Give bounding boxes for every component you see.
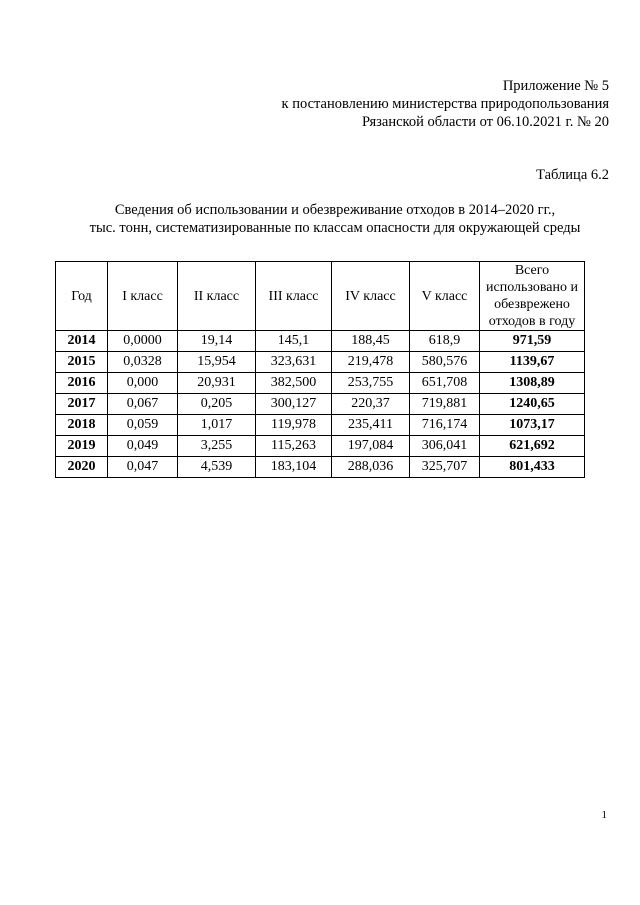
header-class-2: II класс xyxy=(178,262,256,331)
cell-class-1: 0,047 xyxy=(108,457,178,478)
cell-class-1: 0,049 xyxy=(108,436,178,457)
cell-class-1: 0,000 xyxy=(108,373,178,394)
cell-class-4: 197,084 xyxy=(332,436,410,457)
table-header-row xyxy=(56,262,585,331)
table-row xyxy=(56,436,585,457)
cell-class-5: 580,576 xyxy=(410,352,480,373)
cell-class-2: 3,255 xyxy=(178,436,256,457)
cell-total: 801,433 xyxy=(480,457,585,478)
cell-class-5: 618,9 xyxy=(410,331,480,352)
header-class-1: I класс xyxy=(108,262,178,331)
cell-class-3: 183,104 xyxy=(256,457,332,478)
cell-class-5: 325,707 xyxy=(410,457,480,478)
cell-year: 2017 xyxy=(56,394,108,415)
cell-class-5: 651,708 xyxy=(410,373,480,394)
cell-class-1: 0,067 xyxy=(108,394,178,415)
cell-year: 2020 xyxy=(56,457,108,478)
cell-year: 2016 xyxy=(56,373,108,394)
header-class-3: III класс xyxy=(256,262,332,331)
table-row xyxy=(56,331,585,352)
cell-class-3: 119,978 xyxy=(256,415,332,436)
caption-line-2: тыс. тонн, систематизированные по классам опасности для окружающей среды xyxy=(89,220,581,236)
cell-class-4: 219,478 xyxy=(332,352,410,373)
cell-total: 971,59 xyxy=(480,331,585,352)
cell-class-1: 0,0328 xyxy=(108,352,178,373)
cell-total: 1073,17 xyxy=(480,415,585,436)
cell-class-4: 288,036 xyxy=(332,457,410,478)
cell-total: 1308,89 xyxy=(480,373,585,394)
cell-year: 2018 xyxy=(56,415,108,436)
cell-total: 1240,65 xyxy=(480,394,585,415)
cell-class-3: 300,127 xyxy=(256,394,332,415)
cell-year: 2014 xyxy=(56,331,108,352)
cell-class-2: 15,954 xyxy=(178,352,256,373)
resolution-reference: к постановлению министерства природопользования xyxy=(281,96,609,112)
cell-class-2: 20,931 xyxy=(178,373,256,394)
waste-table xyxy=(55,261,585,478)
cell-class-5: 716,174 xyxy=(410,415,480,436)
cell-class-5: 306,041 xyxy=(410,436,480,457)
resolution-date: Рязанской области от 06.10.2021 г. № 20 xyxy=(362,114,609,130)
cell-total: 1139,67 xyxy=(480,352,585,373)
cell-class-3: 323,631 xyxy=(256,352,332,373)
cell-class-5: 719,881 xyxy=(410,394,480,415)
header-year: Год xyxy=(56,262,108,331)
table-row xyxy=(56,352,585,373)
page-number: 1 xyxy=(601,809,607,821)
cell-total: 621,692 xyxy=(480,436,585,457)
cell-class-4: 235,411 xyxy=(332,415,410,436)
table-caption xyxy=(55,201,615,237)
caption-line-1: Сведения об использовании и обезвреживание отходов в 2014–2020 гг., xyxy=(114,202,556,218)
cell-class-2: 0,205 xyxy=(178,394,256,415)
cell-class-3: 382,500 xyxy=(256,373,332,394)
document-header xyxy=(282,77,609,131)
table-row xyxy=(56,457,585,478)
cell-class-3: 145,1 xyxy=(256,331,332,352)
header-class-5: V класс xyxy=(410,262,480,331)
table-row xyxy=(56,394,585,415)
cell-class-2: 19,14 xyxy=(178,331,256,352)
cell-class-1: 0,0000 xyxy=(108,331,178,352)
table-number: Таблица 6.2 xyxy=(536,167,609,183)
header-total: Всего использовано и обезврежено отходов в году xyxy=(480,262,585,331)
header-class-4: IV класс xyxy=(332,262,410,331)
cell-class-2: 4,539 xyxy=(178,457,256,478)
cell-year: 2015 xyxy=(56,352,108,373)
cell-class-2: 1,017 xyxy=(178,415,256,436)
cell-class-3: 115,263 xyxy=(256,436,332,457)
table-row xyxy=(56,415,585,436)
table-row xyxy=(56,373,585,394)
cell-class-4: 188,45 xyxy=(332,331,410,352)
cell-class-4: 253,755 xyxy=(332,373,410,394)
cell-class-1: 0,059 xyxy=(108,415,178,436)
appendix-title: Приложение № 5 xyxy=(502,78,609,94)
cell-class-4: 220,37 xyxy=(332,394,410,415)
cell-year: 2019 xyxy=(56,436,108,457)
